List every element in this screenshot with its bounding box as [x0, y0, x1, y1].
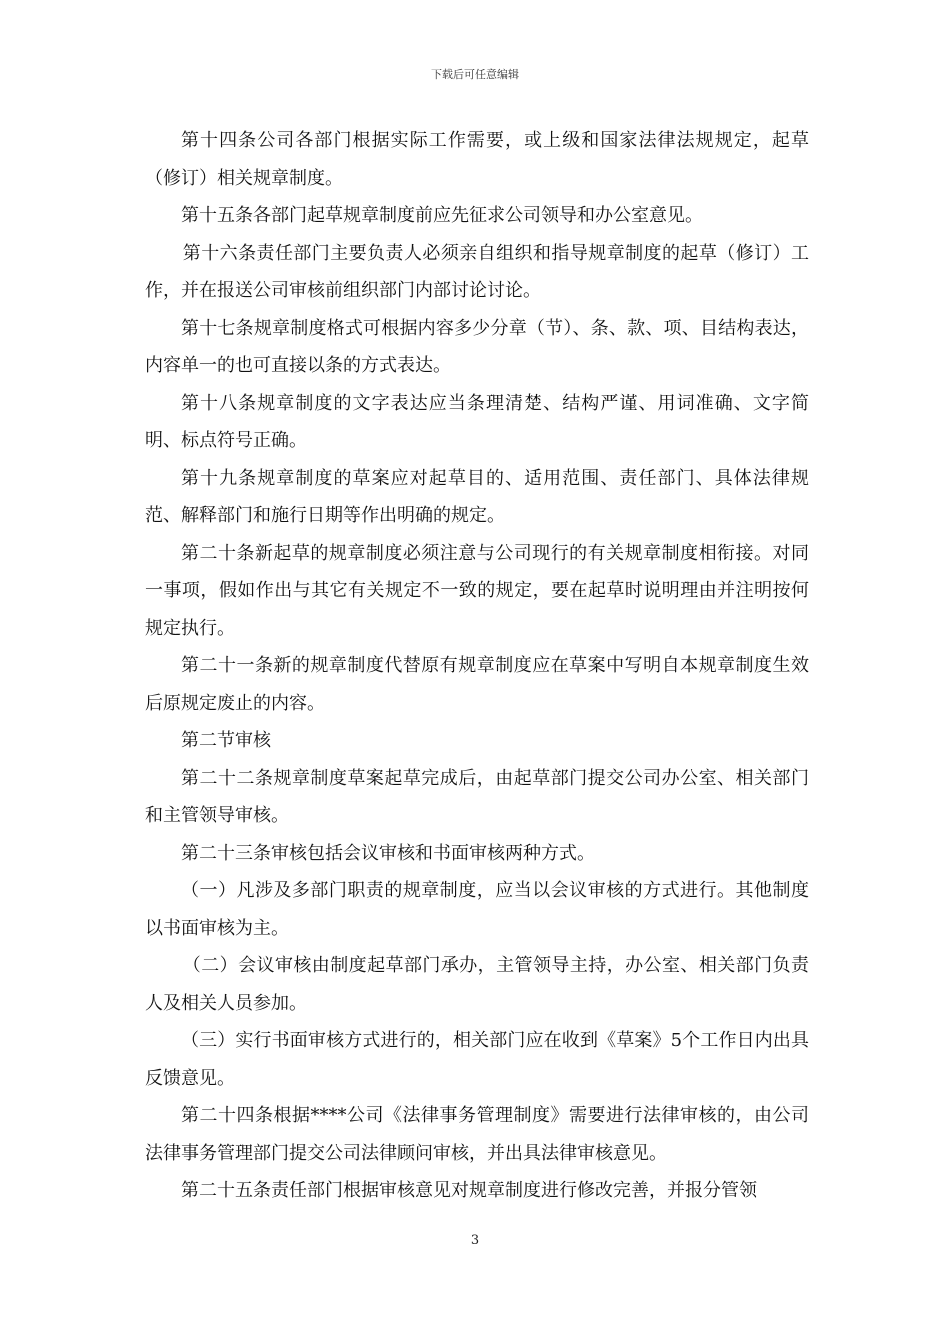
- article-22: 第二十二条规章制度草案起草完成后，由起草部门提交公司办公室、相关部门和主管领导审核。: [145, 767, 809, 826]
- article-15: 第十五条各部门起草规章制度前应先征求公司领导和办公室意见。: [181, 205, 703, 226]
- article-25: 第二十五条责任部门根据审核意见对规章制度进行修改完善，并报分管领: [181, 1180, 757, 1201]
- clause-1: （一）凡涉及多部门职责的规章制度，应当以会议审核的方式进行。其他制度以书面审核为主。: [145, 880, 809, 939]
- article-16: 第十六条责任部门主要负责人必须亲自组织和指导规章制度的起草（修订）工作，并在报送公司审核前组织部门内部讨论讨论。: [145, 242, 809, 301]
- article-18: 第十八条规章制度的文字表达应当条理清楚、结构严谨、用词准确、文字简明、标点符号正确。: [145, 392, 809, 451]
- clause-2: （二）会议审核由制度起草部门承办，主管领导主持，办公室、相关部门负责人及相关人员参加。: [145, 955, 809, 1014]
- article-20: 第二十条新起草的规章制度必须注意与公司现行的有关规章制度相衔接。对同一事项，假如作出与其它有关规定不一致的规定，要在起草时说明理由并注明按何规定执行。: [145, 542, 809, 639]
- article-24: 第二十四条根据****公司《法律事务管理制度》需要进行法律审核的，由公司法律事务管理部门提交公司法律顾问审核，并出具法律审核意见。: [145, 1105, 809, 1164]
- article-17: 第十七条规章制度格式可根据内容多少分章（节）、条、款、项、目结构表达，内容单一的也可直接以条的方式表达。: [145, 317, 809, 376]
- document-body: [145, 122, 809, 1210]
- section-heading-review: 第二节审核: [181, 730, 271, 751]
- article-19: 第十九条规章制度的草案应对起草目的、适用范围、责任部门、具体法律规范、解释部门和施行日期等作出明确的规定。: [145, 467, 809, 526]
- page-header: 下载后可任意编辑: [431, 68, 519, 81]
- clause-3: （三）实行书面审核方式进行的，相关部门应在收到《草案》5个工作日内出具反馈意见。: [145, 1030, 809, 1089]
- article-21: 第二十一条新的规章制度代替原有规章制度应在草案中写明自本规章制度生效后原规定废止的内容。: [145, 655, 809, 714]
- page-number: 3: [470, 1233, 480, 1248]
- article-14: 第十四条公司各部门根据实际工作需要，或上级和国家法律法规规定，起草（修订）相关规章制度。: [145, 130, 809, 189]
- article-23: 第二十三条审核包括会议审核和书面审核两种方式。: [181, 842, 595, 864]
